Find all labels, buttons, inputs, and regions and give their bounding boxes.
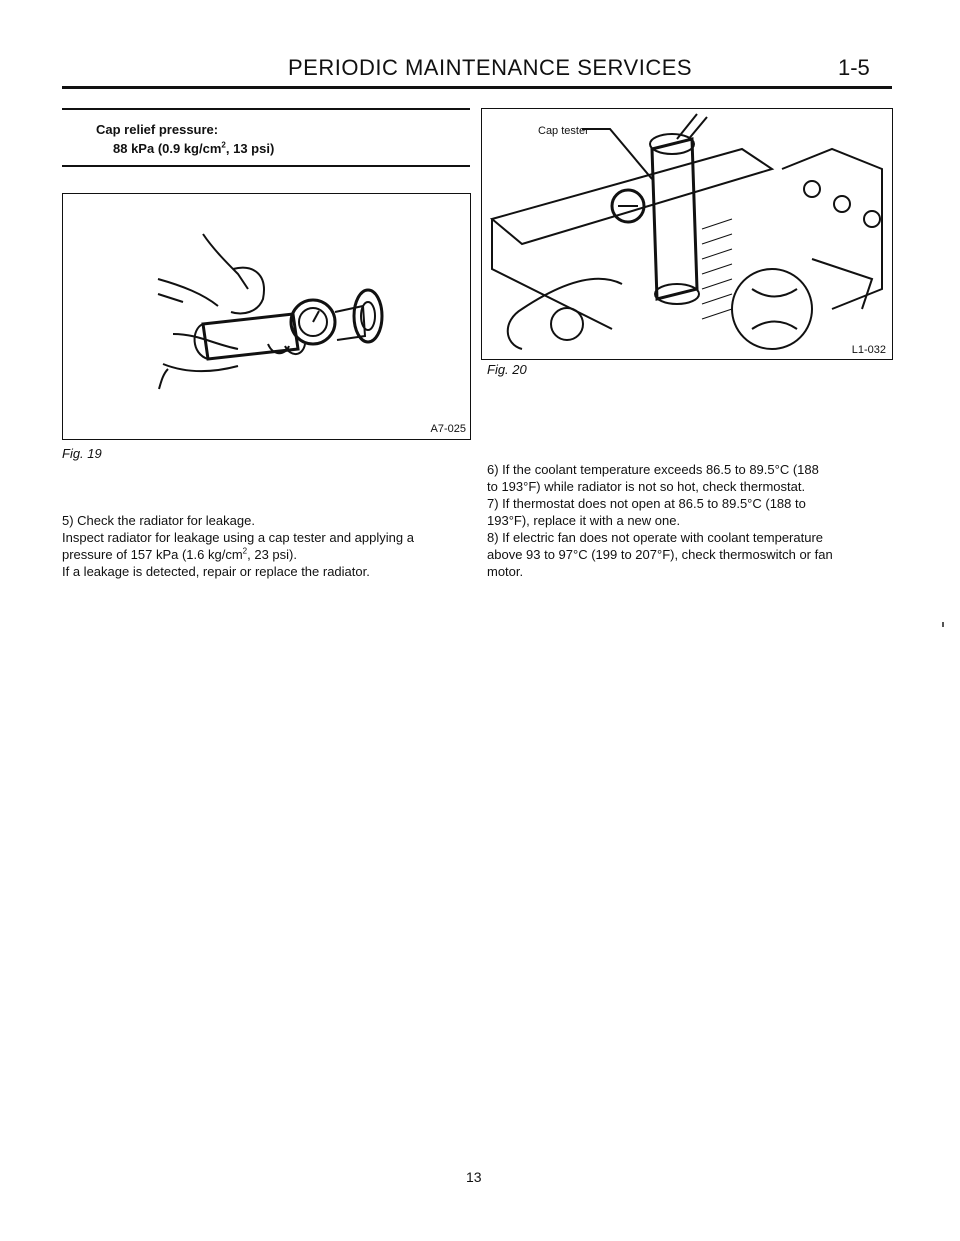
scan-mark bbox=[942, 622, 944, 627]
step-5-text: 5) Check the radiator for leakage. Inspect radiator for leakage using a cap tester and applying a pressure of 157 kPa (1.6 $kg/cm^2$, 23 psi). If a leakage is detected, repair or replace the radiator. bbox=[62, 513, 414, 579]
cap-tester-callout: Cap tester bbox=[538, 125, 589, 137]
cap-relief-value: 88 kPa (0.9 $kg/cm^2$, 13 psi) bbox=[113, 140, 275, 156]
figure-20-code: L1-032 bbox=[851, 344, 886, 356]
header-rule bbox=[62, 86, 892, 89]
spec-rule-top bbox=[62, 108, 470, 110]
cap-relief-label: Cap relief pressure: bbox=[96, 122, 219, 137]
figure-19-caption: Fig. 19 bbox=[62, 446, 102, 461]
step-7-text: 7) If thermostat does not open at 86.5 to 89.5°C (188 to 193°F), replace it with a new one. bbox=[487, 496, 806, 528]
spec-rule-bottom bbox=[62, 165, 470, 167]
step-8-text: 8) If electric fan does not operate with coolant temperature above 93 to 97°C (199 to 207°F), check thermoswitch or fan motor. bbox=[487, 530, 833, 579]
page-header-title: PERIODIC MAINTENANCE SERVICES bbox=[288, 55, 693, 80]
figure-20-caption: Fig. 20 bbox=[487, 362, 527, 377]
engine-bay-drawing bbox=[482, 109, 892, 359]
figure-19-code: A7-025 bbox=[430, 423, 466, 435]
step-6-text: 6) If the coolant temperature exceeds 86.5 to 89.5°C (188 to 193°F) while radiator is not so hot, check thermostat. bbox=[487, 462, 819, 494]
cap-test-drawing bbox=[63, 194, 470, 439]
section-page-ref: 1-5 bbox=[838, 55, 870, 80]
figure-20-illustration bbox=[481, 108, 893, 360]
page-number: 13 bbox=[466, 1169, 482, 1185]
figure-19-illustration bbox=[62, 193, 471, 440]
